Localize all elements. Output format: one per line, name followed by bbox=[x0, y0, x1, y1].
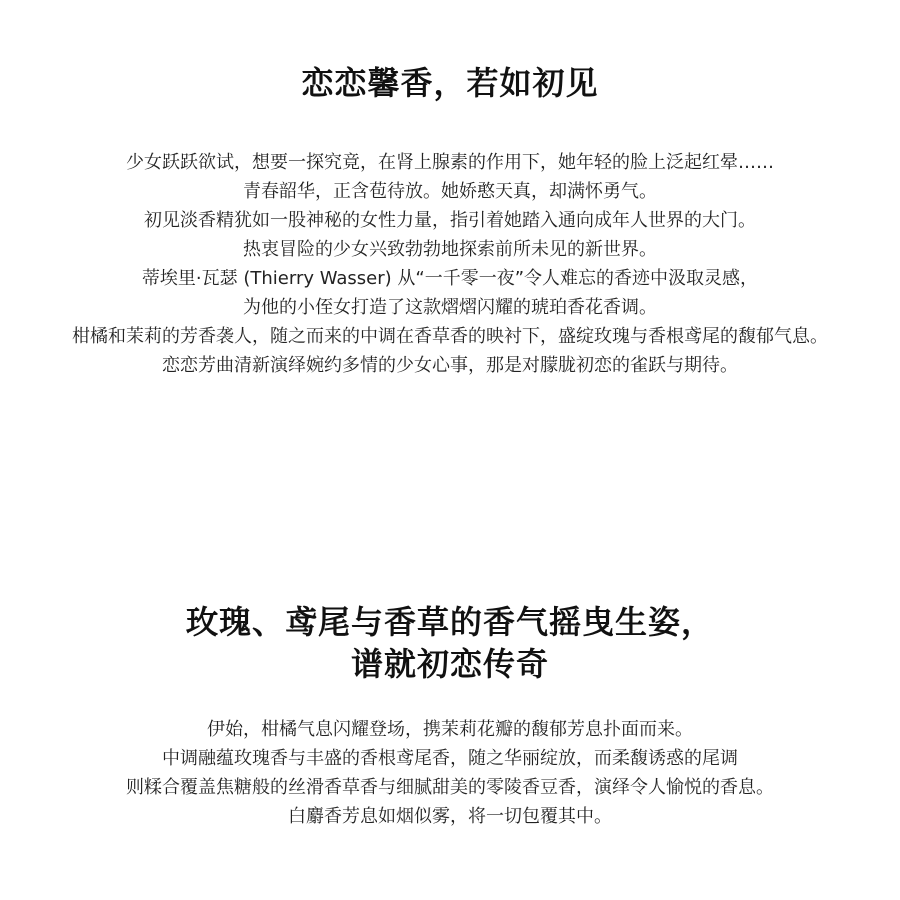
paragraph-line: 为他的小侄女打造了这款熠熠闪耀的琥珀香花香调。 bbox=[243, 297, 657, 318]
section-2-title bbox=[0, 601, 900, 685]
paragraph-line: 则糅合覆盖焦糖般的丝滑香草香与细腻甜美的零陵香豆香，演绎令人愉悦的香息。 bbox=[126, 777, 774, 798]
section-2-paragraph bbox=[0, 715, 900, 831]
section-1-title bbox=[0, 62, 900, 104]
paragraph-line: 热衷冒险的少女兴致勃勃地探索前所未见的新世界。 bbox=[243, 239, 657, 260]
section-first-encounter bbox=[0, 62, 900, 380]
section-1-paragraph bbox=[0, 148, 900, 380]
paragraph-line: 初见淡香精犹如一股神秘的女性力量，指引着她踏入通向成年人世界的大门。 bbox=[144, 210, 756, 231]
paragraph-line: 白麝香芳息如烟似雾，将一切包覆其中。 bbox=[288, 806, 612, 827]
section-2-title-line: 玫瑰、鸢尾与香草的香气摇曳生姿， bbox=[185, 603, 714, 641]
paragraph-line: 恋恋芳曲清新演绎婉约多情的少女心事，那是对朦胧初恋的雀跃与期待。 bbox=[162, 355, 738, 376]
paragraph-line: 柑橘和茉莉的芳香袭人，随之而来的中调在香草香的映衬下，盛绽玫瑰与香根鸢尾的馥郁气息。 bbox=[72, 326, 828, 347]
paragraph-line: 少女跃跃欲试，想要一探究竟，在肾上腺素的作用下，她年轻的脸上泛起红晕…… bbox=[126, 152, 774, 173]
paragraph-line: 伊始，柑橘气息闪耀登场，携茉莉花瓣的馥郁芳息扑面而来。 bbox=[207, 719, 693, 740]
paragraph-line: 蒂埃里·瓦瑟 (Thierry Wasser) 从“一千零一夜”令人难忘的香迹中汲取灵感， bbox=[141, 268, 759, 289]
section-notes bbox=[0, 601, 900, 831]
paragraph-line: 青春韶华，正含苞待放。她娇憨天真，却满怀勇气。 bbox=[243, 181, 657, 202]
section-1-title-text: 恋恋馨香，若如初见 bbox=[301, 64, 599, 102]
section-2-title-line: 谱就初恋传奇 bbox=[350, 645, 549, 683]
paragraph-line: 中调融蕴玫瑰香与丰盛的香根鸢尾香，随之华丽绽放，而柔馥诱惑的尾调 bbox=[162, 748, 738, 769]
